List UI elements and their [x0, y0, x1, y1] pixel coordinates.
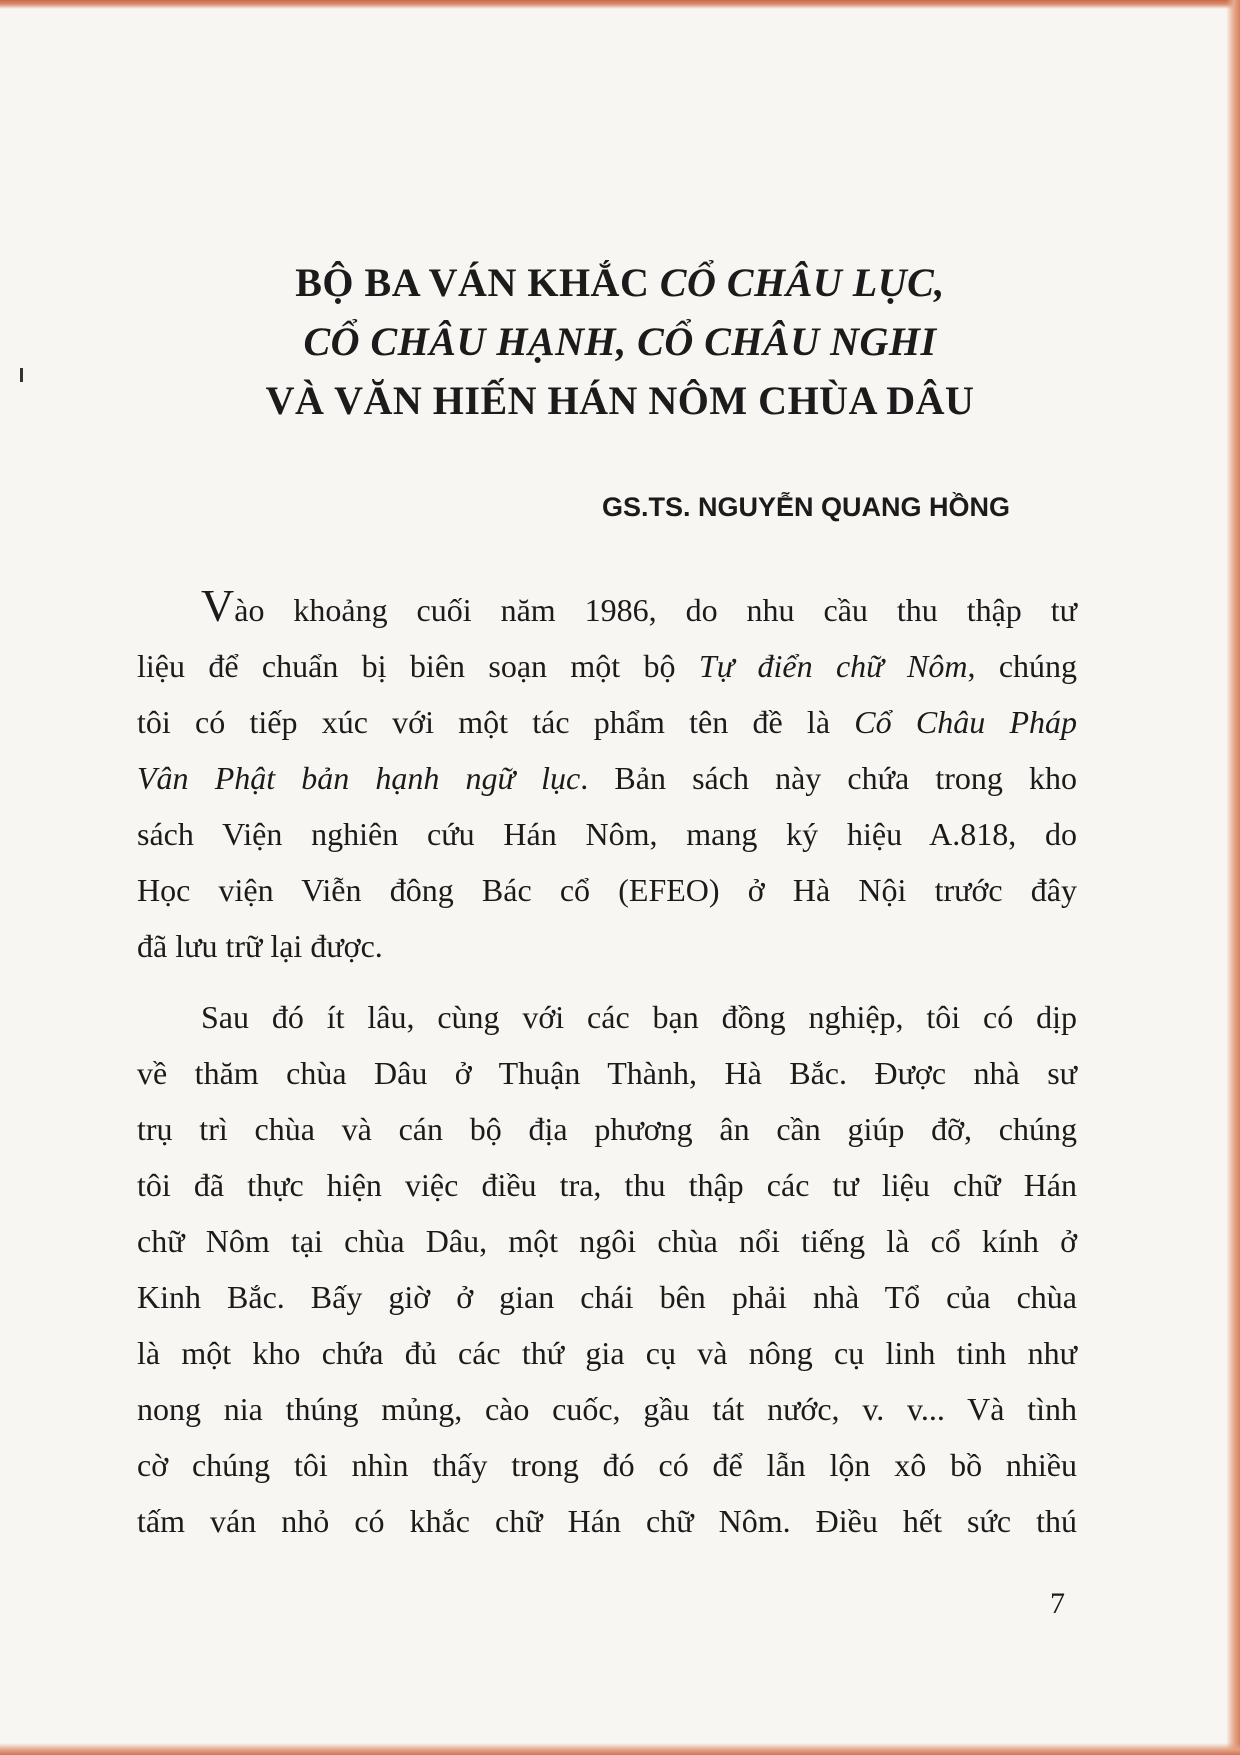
paragraph-1-line-4-text-b: . Bản sách này chứa trong kho	[580, 760, 1078, 796]
paragraph-1-line-2	[137, 638, 1077, 694]
paragraph-2-line-5: chữ Nôm tại chùa Dâu, một ngôi chùa nổi tiếng là cổ kính ở	[137, 1223, 1077, 1259]
paragraph-1-line-2-text-c: , chúng	[967, 648, 1078, 684]
paragraph-2-line-1: Sau đó ít lâu, cùng với các bạn đồng nghiệp, tôi có dịp	[201, 999, 1077, 1035]
chapter-title	[180, 253, 1060, 430]
author-byline: GS.TS. NGUYỄN QUANG HỒNG	[601, 492, 1010, 522]
title-line-2	[180, 312, 1060, 371]
title-line-3: VÀ VĂN HIẾN HÁN NÔM CHÙA DÂU	[265, 378, 975, 423]
paragraph-1-line-5: sách Viện nghiên cứu Hán Nôm, mang ký hiệu A.818, do	[137, 816, 1077, 852]
paragraph-1	[137, 582, 1077, 974]
paragraph-2-line-7: là một kho chứa đủ các thứ gia cụ và nông cụ linh tinh như	[137, 1335, 1077, 1371]
paragraph-1-line-4	[137, 750, 1077, 806]
title-line-1-upright: BỘ BA VÁN KHẮC	[295, 260, 660, 305]
paragraph-1-line-3-text-a: tôi có tiếp xúc với một tác phẩm tên đề là	[137, 704, 855, 740]
title-line-1-italic: CỔ CHÂU LỤC,	[659, 260, 945, 305]
paragraph-1-line-7: đã lưu trữ lại được.	[137, 928, 383, 964]
paragraph-1-line-1	[137, 582, 1077, 638]
paragraph-2-line-2: về thăm chùa Dâu ở Thuận Thành, Hà Bắc. Được nhà sư	[137, 1055, 1077, 1091]
scan-edge-bottom	[0, 1743, 1240, 1755]
paragraph-1-line-2-text-a: liệu để chuẩn bị biên soạn một bộ	[137, 648, 699, 684]
paragraph-2-line-9: cờ chúng tôi nhìn thấy trong đó có để lẫn lộn xô bồ nhiều	[137, 1447, 1077, 1483]
paragraph-2-line-4: tôi đã thực hiện việc điều tra, thu thập các tư liệu chữ Hán	[137, 1167, 1077, 1203]
scan-edge-top	[0, 0, 1240, 9]
title-line-1	[180, 253, 1060, 312]
paragraph-2-line-8: nong nia thúng mủng, cào cuốc, gầu tát nước, v. v... Và tình	[137, 1391, 1077, 1427]
work-title-italic-part-2: Vân Phật bản hạnh ngữ lục	[137, 760, 581, 796]
scan-edge-right	[1226, 0, 1240, 1755]
paragraph-2-line-10: tấm ván nhỏ có khắc chữ Hán chữ Nôm. Điều hết sức thú	[137, 1503, 1077, 1539]
paragraph-2-line-6: Kinh Bắc. Bấy giờ ở gian chái bên phải nhà Tổ của chùa	[137, 1279, 1077, 1315]
scan-mark	[20, 368, 23, 382]
dictionary-title-italic: Tự điển chữ Nôm	[698, 648, 968, 684]
paragraph-1-line-3	[137, 694, 1077, 750]
paragraph-2-line-3: trụ trì chùa và cán bộ địa phương ân cần giúp đỡ, chúng	[137, 1111, 1077, 1147]
work-title-italic-part-1: Cổ Châu Pháp	[854, 704, 1078, 740]
page-number: 7	[1050, 1587, 1065, 1620]
title-line-2-italic: CỔ CHÂU HẠNH, CỔ CHÂU NGHI	[303, 319, 937, 364]
paragraph-1-line-6: Học viện Viễn đông Bác cổ (EFEO) ở Hà Nội trước đây	[137, 872, 1077, 908]
drop-cap: V	[201, 580, 235, 631]
paragraph-2	[137, 989, 1077, 1549]
paragraph-1-line-1-text: ào khoảng cuối năm 1986, do nhu cầu thu thập tư	[234, 592, 1077, 628]
